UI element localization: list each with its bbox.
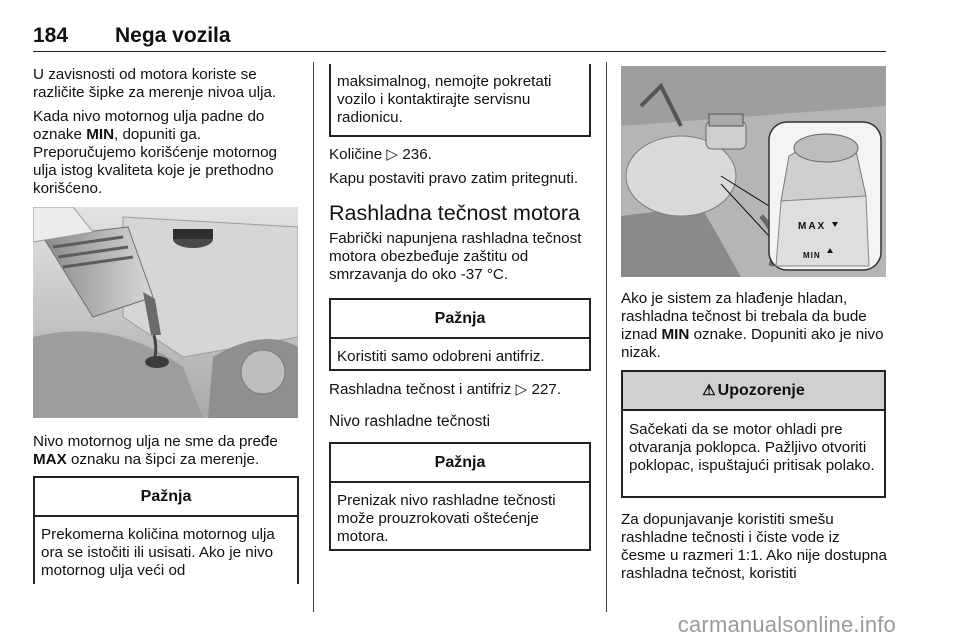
warning-title: Upozorenje [717,382,805,399]
page-title: Nega vozila [115,24,231,47]
coolant-reservoir-drawing [621,66,886,277]
middle-column [329,146,593,290]
left-column-lower [33,433,299,475]
max-mark-label: MAX [798,221,827,232]
min-label: MIN [86,126,115,143]
notice-body: Prekomerna količina motornog ulja ora se istočiti ili usisati. Ako je nivo motornog ulja veći od [41,526,275,579]
paragraph: U zavisnosti od motora koriste se različite šipke za merenje nivoa ulja. [33,66,277,101]
column-divider-right [606,62,607,612]
paragraph: Kada nivo motornog ulja padne do oznake MIN, dopuniti ga. [33,108,265,143]
page-number: 184 [33,24,69,47]
arrow-ref-icon: ▷ [515,381,528,398]
coolant-reservoir-illustration [621,66,886,277]
paragraph: Nivo motornog ulja ne sme da pređe MAX oznaku na šipci za merenje. [33,433,278,468]
paragraph: Fabrički napunjena rashladna tečnost motora obezbeđuje zaštitu od smrzavanja do oko -37 °C. [329,230,582,283]
right-column-lower [621,511,887,589]
arrow-ref-icon: ▷ [386,146,399,163]
paragraph: Rashladna tečnost i antifriz ▷ 227. [329,381,562,398]
paragraph: Preporučujemo korišćenje motornog ulja istog kvaliteta koje je prethodno korišćeno. [33,144,277,197]
subsection-heading: Nivo rashladne tečnosti [329,413,491,430]
warning-title-bar [623,372,884,411]
page-header [33,24,886,52]
engine-oil-illustration [33,207,298,418]
notice-title: Pažnja [331,300,589,339]
middle-column-lower [329,381,593,431]
section-heading: Rashladna tečnost motora [329,201,580,225]
min-label: MIN [661,326,690,343]
paragraph: Količine ▷ 236. [329,146,432,163]
notice-box [329,442,591,551]
right-column [621,290,887,368]
notice-title: Pažnja [35,478,297,517]
notice-body: maksimalnog, nemojte pokretati vozilo i kontaktirajte servisnu radionicu. [337,73,552,126]
watermark: carmanualsonline.info [677,612,896,637]
notice-box-continued [329,64,591,137]
column-divider-left [313,62,314,612]
min-mark-label: MIN [803,251,821,260]
paragraph: Ako je sistem za hlađenje hladan, rashladna tečnost bi trebala da bude iznad MIN oznake. Dopuniti ako je nivo nizak. [621,290,884,361]
notice-box [329,298,591,371]
left-column [33,66,299,204]
warning-box [621,370,886,498]
warning-triangle-icon: ⚠ [702,382,716,399]
warning-body: Sačekati da se motor ohladi pre otvaranja poklopca. Pažljivo otvoriti poklopac, ispuštajući pritisak polako. [629,421,875,474]
header-rule [33,51,886,52]
notice-box [33,476,299,584]
notice-body: Koristiti samo odobreni antifriz. [337,348,545,365]
notice-title: Pažnja [331,444,589,483]
notice-body: Prenizak nivo rashladne tečnosti može prouzrokovati oštećenje motora. [337,492,556,545]
paragraph: Za dopunjavanje koristiti smešu rashladne tečnosti i čiste vode iz česme u razmeri 1:1. Ako nije dostupna rashladna tečnost, koristiti [621,511,887,582]
engine-oil-drawing [33,207,298,418]
paragraph: Kapu postaviti pravo zatim pritegnuti. [329,170,579,187]
max-label: MAX [33,451,67,468]
